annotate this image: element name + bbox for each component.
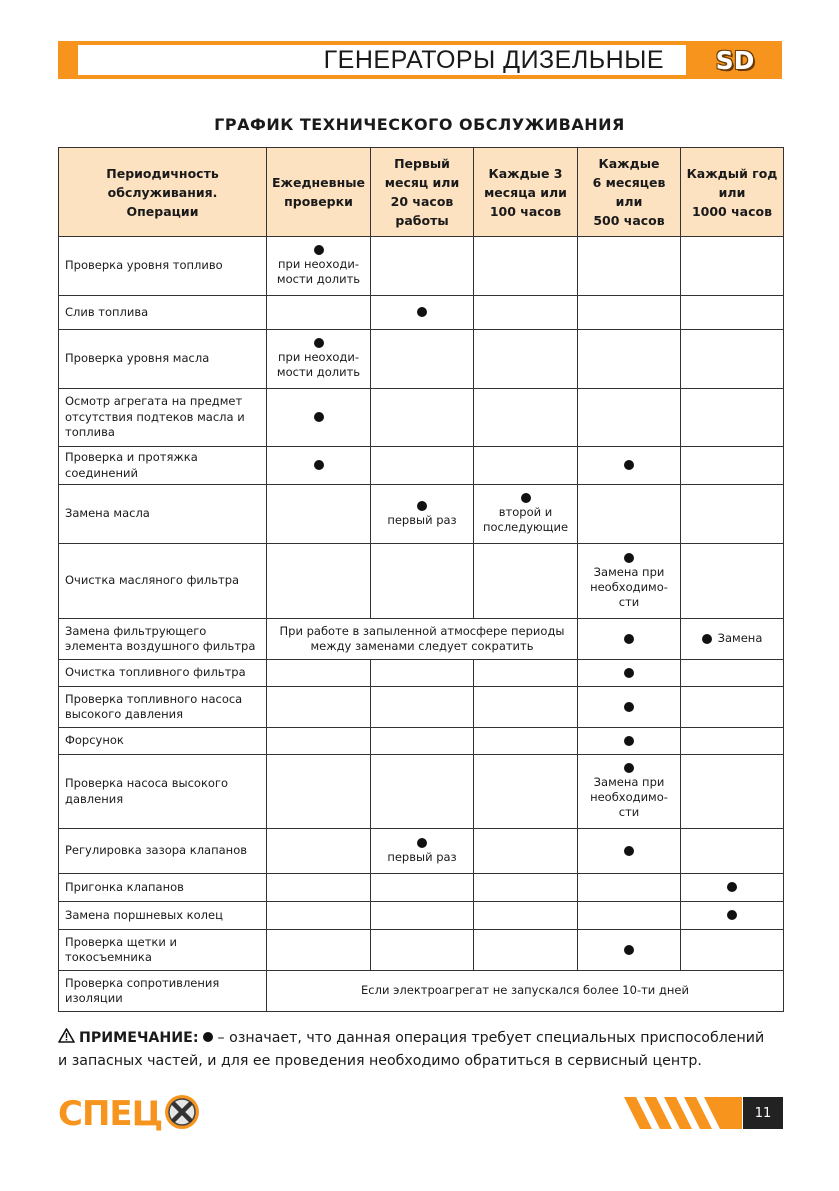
table-row [59,544,784,619]
required-dot-icon [417,838,427,848]
note-label: ПРИМЕЧАНИЕ: [79,1030,199,1046]
table-row [59,728,784,755]
year-cell [681,544,784,619]
daily-cell [267,902,371,930]
table-row [59,296,784,330]
required-dot-icon [624,736,634,746]
required-dot-icon [624,945,634,955]
table-row [59,660,784,687]
operation-cell: Проверка насоса высокого давления [59,755,267,829]
note-text-line-2: и запасных частей, и для ее проведения необходимо обратиться в сервисный центр. [58,1053,702,1069]
3-month-cell [474,237,578,296]
header-title-box [78,45,686,75]
first-month-cell [371,687,474,728]
warning-triangle-icon [58,1028,75,1050]
header-first-month: Первый месяц или 20 часов работы [371,148,474,237]
first-month-cell [371,728,474,755]
3-month-cell [474,902,578,930]
first-month-cell [371,237,474,296]
table-row [59,330,784,389]
6-month-cell [578,389,681,447]
year-cell [681,874,784,902]
required-dot-icon [314,245,324,255]
year-cell [681,389,784,447]
header-every-6-months: Каждые 6 месяцев или 500 часов [578,148,681,237]
6-month-cell [578,728,681,755]
table-row [59,829,784,874]
6-month-cell [578,687,681,728]
year-cell [681,687,784,728]
dusty-conditions-note-cell: При работе в запыленной атмосфере периоды между заменами следует сократить [267,619,578,660]
6-month-cell [578,330,681,389]
year-cell [681,485,784,544]
header-every-3-months: Каждые 3 месяца или 100 часов [474,148,578,237]
operation-cell: Слив топлива [59,296,267,330]
required-dot-icon [727,910,737,920]
first-month-cell [371,447,474,485]
required-dot-icon [314,460,324,470]
3-month-cell [474,660,578,687]
logo-text: СПЕЦ [58,1094,163,1134]
year-cell [681,296,784,330]
6-month-cell [578,619,681,660]
table-row [59,485,784,544]
operation-cell: Проверка уровня масла [59,330,267,389]
year-cell [681,728,784,755]
table-row [59,874,784,902]
required-dot-icon [314,412,324,422]
required-dot-icon [702,634,712,644]
3-month-cell [474,447,578,485]
first-month-cell [371,930,474,971]
6-month-cell [578,829,681,874]
6-month-cell: Замена при необходимо- сти [578,544,681,619]
daily-cell [267,485,371,544]
3-month-cell [474,728,578,755]
6-month-cell [578,660,681,687]
6-month-cell [578,874,681,902]
header-daily: Ежедневные проверки [267,148,371,237]
table-row [59,687,784,728]
note-text-line-1: – означает, что данная операция требует специальных приспособлений [217,1030,765,1046]
first-month-cell [371,389,474,447]
year-cell [681,829,784,874]
daily-cell [267,874,371,902]
daily-cell [267,296,371,330]
table-row [59,619,784,660]
3-month-cell [474,544,578,619]
daily-cell [267,447,371,485]
3-month-cell: второй и последующие [474,485,578,544]
daily-cell [267,544,371,619]
year-cell [681,660,784,687]
operation-cell: Проверка щетки и токосъемника [59,930,267,971]
operation-cell: Замена фильтрующего элемента воздушного фильтра [59,619,267,660]
daily-cell [267,728,371,755]
operation-cell: Проверка уровня топливо [59,237,267,296]
year-cell [681,330,784,389]
3-month-cell [474,755,578,829]
required-dot-icon [727,882,737,892]
first-month-cell [371,330,474,389]
6-month-cell [578,902,681,930]
3-month-cell [474,687,578,728]
operation-cell: Осмотр агрегата на предмет отсутствия подтеков масла и топлива [59,389,267,447]
header-title: ГЕНЕРАТОРЫ ДИЗЕЛЬНЫЕ [323,45,664,74]
table-row [59,971,784,1012]
first-month-cell [371,296,474,330]
year-cell [681,237,784,296]
table-row [59,930,784,971]
first-month-cell: первый раз [371,485,474,544]
maintenance-schedule-table [58,147,784,1012]
required-dot-icon [624,846,634,856]
required-dot-icon [624,634,634,644]
required-dot-icon [624,763,634,773]
daily-cell [267,755,371,829]
daily-cell [267,687,371,728]
first-month-cell [371,544,474,619]
required-dot-icon [417,501,427,511]
header-badge: SD [715,45,755,75]
required-dot-icon [624,702,634,712]
header-every-year: Каждый год или 1000 часов [681,148,784,237]
logo-emblem-icon [163,1093,201,1135]
3-month-cell [474,874,578,902]
operation-cell: Форсунок [59,728,267,755]
operation-cell: Проверка топливного насоса высокого давления [59,687,267,728]
required-dot-icon [624,460,634,470]
3-month-cell [474,330,578,389]
year-cell [681,447,784,485]
daily-cell [267,829,371,874]
6-month-cell [578,237,681,296]
insulation-condition-cell: Если электроагрегат не запускался более 10-ти дней [267,971,784,1012]
daily-cell: при неоходи- мости долить [267,237,371,296]
required-dot-icon [521,493,531,503]
year-cell [681,930,784,971]
operation-cell: Замена масла [59,485,267,544]
operation-cell: Регулировка зазора клапанов [59,829,267,874]
operation-cell: Замена поршневых колец [59,902,267,930]
operation-cell: Очистка масляного фильтра [59,544,267,619]
operation-cell: Проверка сопротивления изоляции [59,971,267,1012]
required-dot-icon [314,338,324,348]
first-month-cell [371,755,474,829]
first-month-cell: первый раз [371,829,474,874]
required-dot-icon [203,1032,213,1042]
table-row [59,902,784,930]
operation-cell: Проверка и протяжка соединений [59,447,267,485]
daily-cell [267,660,371,687]
table-row [59,447,784,485]
table-row [59,237,784,296]
3-month-cell [474,829,578,874]
6-month-cell: Замена при необходимо- сти [578,755,681,829]
6-month-cell [578,485,681,544]
operation-cell: Пригонка клапанов [59,874,267,902]
company-logo [58,1093,201,1135]
daily-cell [267,389,371,447]
first-month-cell [371,660,474,687]
note-paragraph [58,1027,784,1072]
daily-cell: при неоходи- мости долить [267,330,371,389]
required-dot-icon [624,553,634,563]
document-title: ГРАФИК ТЕХНИЧЕСКОГО ОБСЛУЖИВАНИЯ [214,115,625,134]
3-month-cell [474,296,578,330]
6-month-cell [578,930,681,971]
3-month-cell [474,389,578,447]
operation-cell: Очистка топливного фильтра [59,660,267,687]
year-cell [681,755,784,829]
table-header-row [59,148,784,237]
table-row [59,755,784,829]
3-month-cell [474,930,578,971]
daily-cell [267,930,371,971]
required-dot-icon [417,307,427,317]
6-month-cell [578,296,681,330]
page-number: 11 [743,1097,783,1129]
first-month-cell [371,902,474,930]
year-cell: Замена [681,619,784,660]
first-month-cell [371,874,474,902]
year-cell [681,902,784,930]
6-month-cell [578,447,681,485]
required-dot-icon [624,668,634,678]
header-operations: Периодичность обслуживания. Операции [59,148,267,237]
footer-stripes [624,1097,742,1129]
table-row [59,389,784,447]
